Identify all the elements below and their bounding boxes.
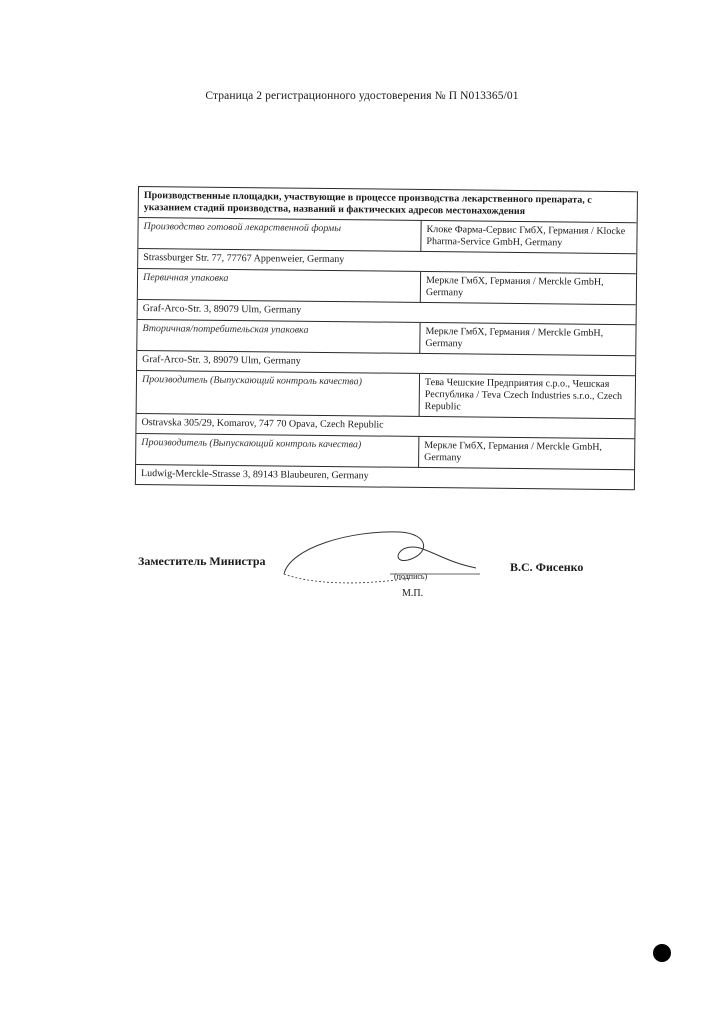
handwritten-signature: [280, 528, 480, 598]
signatory-title: Заместитель Министра: [138, 554, 266, 568]
signature-caption: (подпись): [394, 572, 428, 581]
stage-label: Производство готовой лекарственной формы: [143, 221, 342, 235]
signature-block: [138, 528, 608, 608]
company-name: Меркле ГмбХ, Германия / Merckle GmbH, Germany: [418, 437, 634, 469]
company-name: Клоке Фарма-Сервис ГмбХ, Германия / Klocke Pharma-Service GmbH, Germany: [420, 221, 636, 253]
production-sites-table: [135, 186, 638, 490]
stamp-placeholder: М.П.: [402, 588, 424, 599]
address-row: Graf-Arco-Str. 3, 89079 Ulm, Germany: [138, 300, 636, 325]
scan-dot-mark: [653, 944, 671, 962]
signatory-name: В.С. Фисенко: [510, 560, 584, 574]
page-header: Страница 2 регистрационного удостоверения № П N013365/01: [205, 90, 519, 102]
address-row: Graf-Arco-Str. 3, 89079 Ulm, Germany: [137, 351, 635, 376]
stage-label: Вторичная/потребительская упаковка: [142, 323, 309, 336]
company-name: Меркле ГмбХ, Германия / Merckle GmbH, Germany: [420, 272, 636, 304]
table-row: [138, 218, 636, 254]
company-name: Тева Чешские Предприятия с.р.о., Чешская Республика / Teva Czech Industries s.r.o., Czech Republic: [419, 374, 635, 418]
table-heading: Производственные площадки, участвующие в процессе производства лекарственного препарата, с указанием стадий производства, названий и фактических адресов местонахождения: [139, 187, 637, 223]
stage-label: Производитель (Выпускающий контроль качества): [141, 437, 362, 451]
address-row: Ludwig-Merckle-Strasse 3, 89143 Blaubeuren, Germany: [136, 465, 634, 490]
stage-label: Производитель (Выпускающий контроль качества): [141, 374, 363, 388]
company-name: Меркле ГмбХ, Германия / Merckle GmbH, Germany: [419, 323, 635, 355]
table-row: [136, 434, 634, 470]
table-row: [137, 371, 635, 419]
address-row: Strassburger Str. 77, 77767 Appenweier, Germany: [138, 249, 636, 274]
address-row: Ostravska 305/29, Komarov, 747 70 Opava, Czech Republic: [136, 414, 634, 439]
table-row: [137, 320, 635, 356]
table-row: [138, 269, 636, 305]
stage-label: Первичная упаковка: [142, 272, 229, 284]
